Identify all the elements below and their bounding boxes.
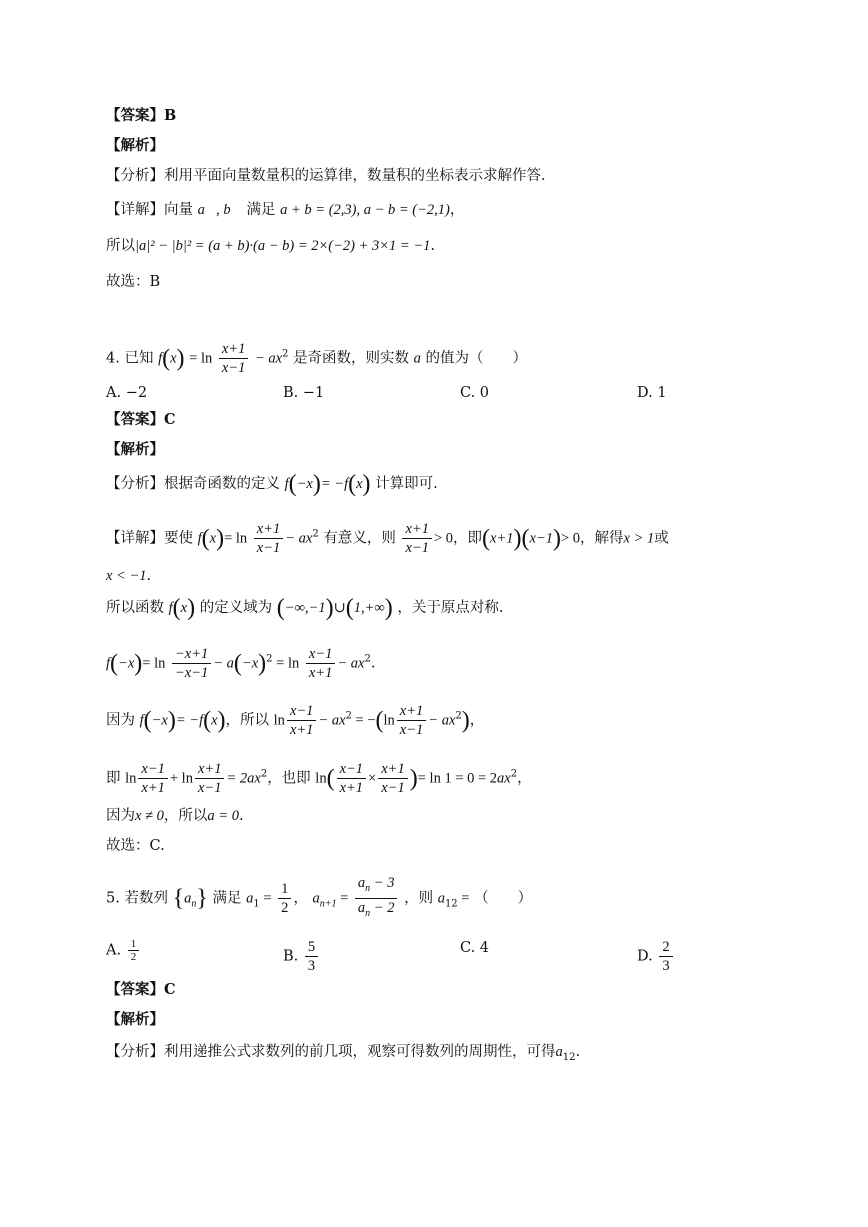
q4-option-d: D. 1 [637, 385, 667, 401]
q4-option-b: B. −1 [283, 385, 325, 401]
q4-answer: 【答案】C [106, 411, 176, 428]
q3-choose: 故选：B [106, 274, 161, 290]
q4-odd-eval: f(−x)= ln $\frac{-x+1}{-x-1}$ − $a(-x)^2 = \ln$ $\frac{x-1}{x+1}$ − $ax^2$. [106, 646, 376, 681]
q3-jiexi: 【解析】 [106, 137, 164, 154]
q4-choose: 故选：C. [106, 838, 165, 854]
q5-option-d: D. $\frac{2}{3}$ [637, 938, 675, 975]
q4-jiexi: 【解析】 [106, 441, 164, 458]
q4-detail: 【详解】要使 f(x)= ln $\frac{x+1}{x-1}$ − $ax^2$ 有意义，则 $\frac{x+1}{x-1}$ > 0，即(x+1)(x−1)> 0，解得x > 1或 [106, 521, 669, 556]
q4-option-c: C. 0 [460, 385, 490, 401]
q5-stem: 5. 若数列 $\{a_n\}$ 满足 $a_1$ = $\frac{1}{2}$ ， $a_{n+1}$ = $\frac{a_n - 3}{a_n - 2}$ ，则 $a_{12}$ = （ ） [106, 875, 533, 919]
q5-answer: 【答案】C [106, 981, 176, 998]
q4-fenxi: 【分析】根据奇函数的定义 f(−x)= −f(x) 计算即可. [106, 471, 438, 497]
q4-condition: x < −1. [106, 568, 152, 584]
q5-option-a: A. $\frac{1}{2}$ [106, 938, 141, 963]
q3-detail: 【详解】向量 a⃗, b⃗ 满足 a + b = (2,3), a − b = (−2,1)， [106, 202, 465, 218]
q5-jiexi: 【解析】 [106, 1011, 164, 1028]
q4-conclusion: 因为x ≠ 0，所以a = 0. [106, 808, 244, 824]
q4-option-a: A. −2 [106, 385, 148, 401]
q5-fenxi: 【分析】利用递推公式求数列的前几项，观察可得数列的周期性，可得$a_{12}$. [106, 1044, 581, 1063]
q4-domain: 所以函数 f(x) 的定义域为 (−∞,−1)∪(1,+∞) ，关于原点对称. [106, 595, 504, 621]
q3-answer: 【答案】B [106, 107, 177, 124]
q5-option-c: C. 4 [460, 940, 490, 956]
q4-ji: 即 ln $\frac{x-1}{x+1}$ + ln $\frac{x+1}{x-1}$ = $2ax^2$，也即 ln( $\frac{x-1}{x+1}$ × $\frac{x+1}{x-1}$ )= $\ln 1 = 0 = 2ax^2$， [106, 761, 532, 796]
q4-stem: 4. 已知 f(x) = ln $\frac{x+1}{x-1}$ − $ax^2$ 是奇函数，则实数 a 的值为（ ） [106, 341, 527, 376]
q3-calc: 所以|a|² − |b|² = (a + b)·(a − b) = 2×(−2) + 3×1 = −1. [106, 238, 435, 254]
q4-because: 因为 f(−x)= −f(x)，所以 ln $\frac{x-1}{x+1}$ − $ax^2 = -(\ln$ $\frac{x+1}{x-1}$ − $ax^2$)， [106, 703, 485, 738]
q5-option-b: B. $\frac{5}{3}$ [283, 938, 320, 975]
q3-fenxi: 【分析】利用平面向量数量积的运算律，数量积的坐标表示求解作答. [106, 168, 546, 184]
